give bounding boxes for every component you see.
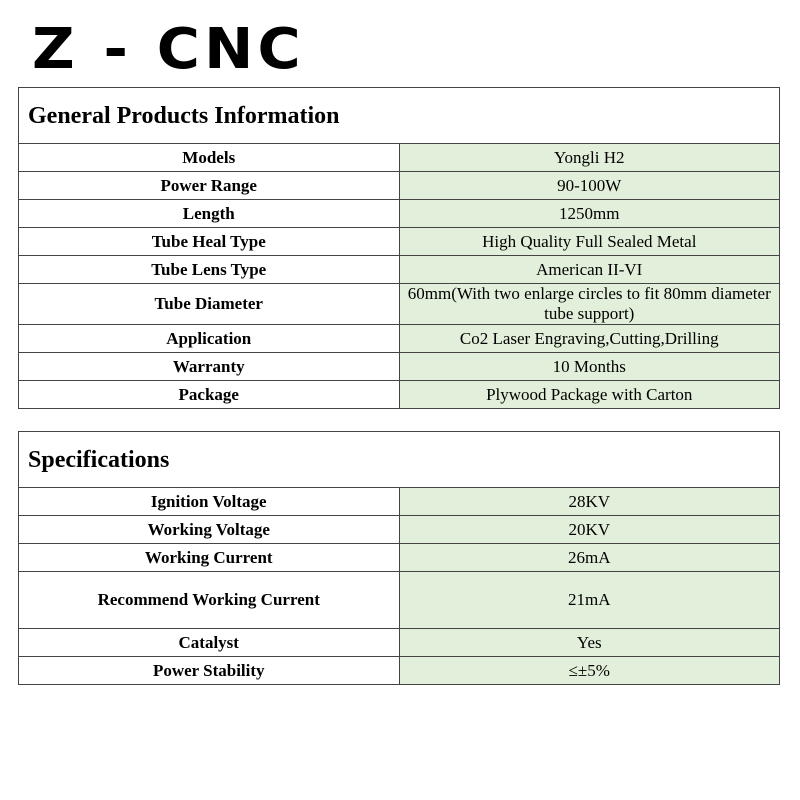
row-label: Tube Heal Type bbox=[19, 228, 400, 256]
row-label: Catalyst bbox=[19, 629, 400, 657]
table-row bbox=[19, 200, 780, 228]
row-value: 26mA bbox=[399, 544, 780, 572]
table-row bbox=[19, 629, 780, 657]
row-label: Length bbox=[19, 200, 400, 228]
table-row bbox=[19, 572, 780, 629]
row-label: Power Range bbox=[19, 172, 400, 200]
table-row bbox=[19, 172, 780, 200]
row-value: Co2 Laser Engraving,Cutting,Drilling bbox=[399, 325, 780, 353]
row-label: Package bbox=[19, 381, 400, 409]
specifications-title: Specifications bbox=[19, 432, 780, 488]
row-label: Working Current bbox=[19, 544, 400, 572]
row-label: Power Stability bbox=[19, 657, 400, 685]
row-value: High Quality Full Sealed Metal bbox=[399, 228, 780, 256]
brand-logo: Z - CNC bbox=[32, 17, 305, 82]
specifications-table bbox=[18, 431, 780, 685]
row-value: 1250mm bbox=[399, 200, 780, 228]
row-label: Ignition Voltage bbox=[19, 488, 400, 516]
row-value: 60mm(With two enlarge circles to fit 80mm diameter tube support) bbox=[399, 284, 780, 325]
table-row bbox=[19, 284, 780, 325]
row-label: Models bbox=[19, 144, 400, 172]
row-label: Recommend Working Current bbox=[19, 572, 400, 629]
row-value: 10 Months bbox=[399, 353, 780, 381]
row-value: ≤±5% bbox=[399, 657, 780, 685]
general-products-table bbox=[18, 87, 780, 409]
table-row bbox=[19, 544, 780, 572]
table-row bbox=[19, 516, 780, 544]
table-row bbox=[19, 353, 780, 381]
table-row bbox=[19, 657, 780, 685]
row-value: 28KV bbox=[399, 488, 780, 516]
table-row bbox=[19, 325, 780, 353]
row-value: 20KV bbox=[399, 516, 780, 544]
row-label: Working Voltage bbox=[19, 516, 400, 544]
general-products-title: General Products Information bbox=[19, 88, 780, 144]
table-row bbox=[19, 488, 780, 516]
table-row bbox=[19, 144, 780, 172]
row-label: Tube Diameter bbox=[19, 284, 400, 325]
row-value: 90-100W bbox=[399, 172, 780, 200]
row-value: Plywood Package with Carton bbox=[399, 381, 780, 409]
table-row bbox=[19, 381, 780, 409]
row-value: Yes bbox=[399, 629, 780, 657]
table-row bbox=[19, 228, 780, 256]
row-label: Application bbox=[19, 325, 400, 353]
row-value: Yongli H2 bbox=[399, 144, 780, 172]
row-label: Tube Lens Type bbox=[19, 256, 400, 284]
row-value: American II-VI bbox=[399, 256, 780, 284]
table-row bbox=[19, 256, 780, 284]
row-label: Warranty bbox=[19, 353, 400, 381]
row-value: 21mA bbox=[399, 572, 780, 629]
